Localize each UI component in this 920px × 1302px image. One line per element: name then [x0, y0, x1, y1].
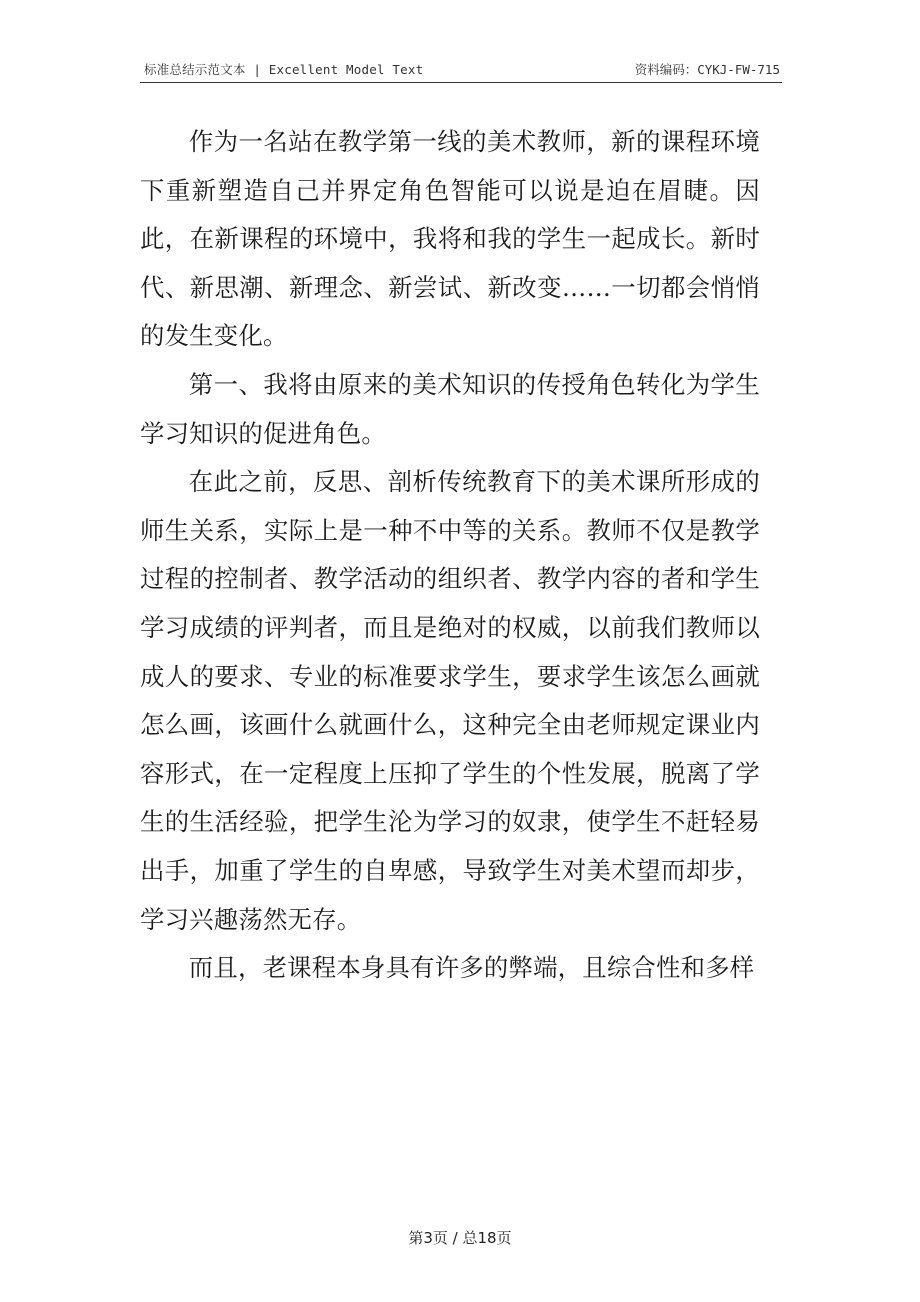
- document-code: 资料编码：CYKJ-FW-715: [634, 62, 780, 77]
- page-header: [140, 62, 782, 83]
- paragraph: 而且，老课程本身具有许多的弊端，且综合性和多样: [188, 953, 755, 983]
- page-number: 第3页 / 总18页: [408, 1229, 512, 1247]
- paragraph: 在此之前，反思、剖析传统教育下的美术课所形成的师生关系，实际上是一种不中等的关系。教师不仅是教学过程的控制者、教学活动的组织者、教学内容的者和学生学习成绩的评判者，而且是绝对的权威，以前我们教师以成人的要求、专业的标准要求学生，要求学生该怎么画就怎么画，该画什么就画什么，这种完全由老师规定课业内容形式，在一定程度上压抑了学生的个性发展，脱离了学生的生活经验，把学生沦为学习的奴隶，使学生不赶轻易出手，加重了学生的自卑感，导致学生对美术望而却步，学习兴趣荡然无存。: [140, 467, 760, 934]
- document-body: [140, 118, 760, 993]
- paragraph: 第一、我将由原来的美术知识的传授角色转化为学生学习知识的促进角色。: [140, 369, 760, 448]
- paragraph: 作为一名站在教学第一线的美术教师，新的课程环境下重新塑造自己并界定角色智能可以说是迫在眉睫。因此，在新课程的环境中，我将和我的学生一起成长。新时代、新思潮、新理念、新尝试、新改变……一切都会悄悄的发生变化。: [140, 127, 760, 351]
- header-title: 标准总结示范文本 | Excellent Model Text: [144, 62, 424, 77]
